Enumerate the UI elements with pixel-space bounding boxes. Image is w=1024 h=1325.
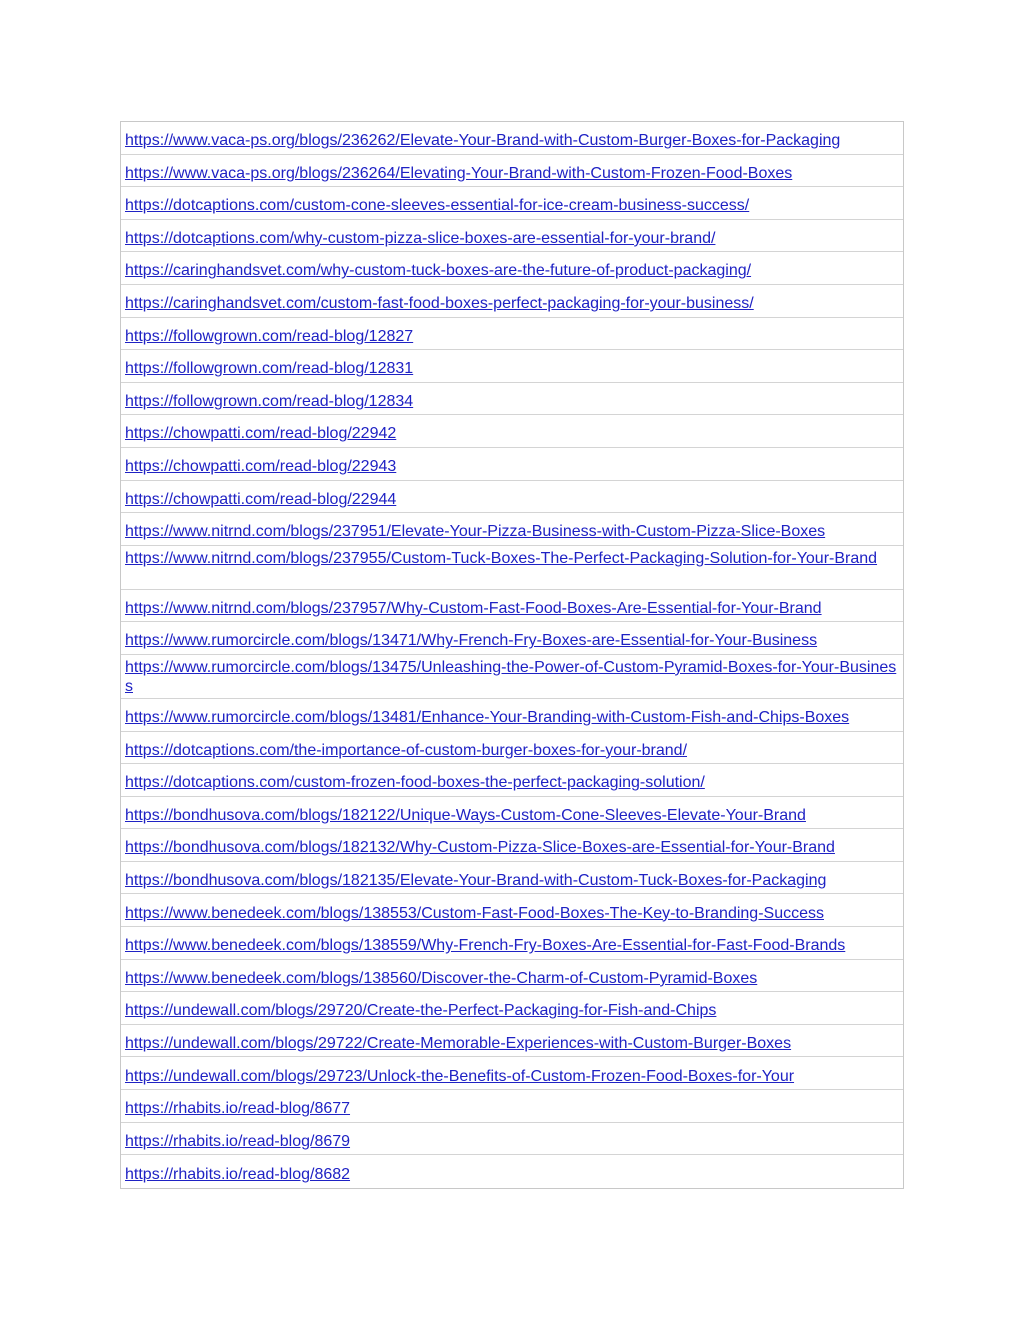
link-url[interactable]: https://rhabits.io/read-blog/8679: [125, 1132, 351, 1150]
table-row: [121, 732, 903, 765]
link-url[interactable]: https://bondhusova.com/blogs/182135/Elevate-Your-Brand-with-Custom-Tuck-Boxes-for-Packaging: [125, 871, 827, 889]
link-url[interactable]: https://dotcaptions.com/custom-cone-sleeves-essential-for-ice-cream-business-success/: [125, 197, 750, 215]
table-row: [121, 1025, 903, 1058]
link-url[interactable]: https://dotcaptions.com/why-custom-pizza-slice-boxes-are-essential-for-your-brand/: [125, 229, 716, 247]
link-url[interactable]: https://www.vaca-ps.org/blogs/236264/Elevating-Your-Brand-with-Custom-Frozen-Food-Boxes: [125, 164, 793, 182]
link-url[interactable]: https://www.nitrnd.com/blogs/237955/Custom-Tuck-Boxes-The-Perfect-Packaging-Solution-for-Your-Brand: [125, 549, 878, 567]
table-row: [121, 797, 903, 830]
link-url[interactable]: https://rhabits.io/read-blog/8682: [125, 1166, 351, 1184]
table-row: [121, 992, 903, 1025]
link-url[interactable]: https://www.benedeek.com/blogs/138559/Why-French-Fry-Boxes-Are-Essential-for-Fast-Food-Brands: [125, 937, 846, 955]
link-url[interactable]: https://undewall.com/blogs/29722/Create-Memorable-Experiences-with-Custom-Burger-Boxes: [125, 1034, 792, 1052]
link-url[interactable]: https://www.vaca-ps.org/blogs/236262/Elevate-Your-Brand-with-Custom-Burger-Boxes-for-Packaging: [125, 132, 841, 150]
table-row: [121, 1155, 903, 1188]
link-url[interactable]: https://followgrown.com/read-blog/12831: [125, 360, 414, 378]
link-url[interactable]: https://dotcaptions.com/custom-frozen-food-boxes-the-perfect-packaging-solution/: [125, 774, 705, 792]
link-url[interactable]: https://www.nitrnd.com/blogs/237951/Elevate-Your-Pizza-Business-with-Custom-Pizza-Slice-Boxes: [125, 523, 826, 541]
table-row: [121, 448, 903, 481]
table-row: [121, 383, 903, 416]
table-row: [121, 122, 903, 155]
table-row: [121, 318, 903, 351]
table-row: [121, 1090, 903, 1123]
link-url[interactable]: https://www.benedeek.com/blogs/138560/Discover-the-Charm-of-Custom-Pyramid-Boxes: [125, 969, 758, 987]
table-row: [121, 187, 903, 220]
table-row: [121, 415, 903, 448]
link-url[interactable]: https://caringhandsvet.com/custom-fast-food-boxes-perfect-packaging-for-your-business/: [125, 295, 754, 313]
link-url[interactable]: https://www.benedeek.com/blogs/138553/Custom-Fast-Food-Boxes-The-Key-to-Branding-Success: [125, 904, 824, 922]
link-url[interactable]: https://followgrown.com/read-blog/12834: [125, 392, 414, 410]
table-row: [121, 622, 903, 655]
link-url[interactable]: https://followgrown.com/read-blog/12827: [125, 327, 414, 345]
table-row: [121, 513, 903, 546]
table-row: [121, 655, 903, 699]
table-row: [121, 960, 903, 993]
table-row: [121, 350, 903, 383]
table-row: [121, 481, 903, 514]
link-url[interactable]: https://chowpatti.com/read-blog/22944: [125, 490, 397, 508]
table-row: [121, 285, 903, 318]
link-url[interactable]: https://undewall.com/blogs/29720/Create-the-Perfect-Packaging-for-Fish-and-Chips: [125, 1002, 717, 1020]
link-url[interactable]: https://www.rumorcircle.com/blogs/13471/Why-French-Fry-Boxes-are-Essential-for-Your-Business: [125, 632, 818, 650]
table-row: [121, 155, 903, 188]
link-url[interactable]: https://caringhandsvet.com/why-custom-tuck-boxes-are-the-future-of-product-packaging/: [125, 262, 752, 280]
table-row: [121, 894, 903, 927]
link-url[interactable]: https://chowpatti.com/read-blog/22942: [125, 425, 397, 443]
table-row: [121, 546, 903, 590]
table-row: [121, 862, 903, 895]
link-url[interactable]: https://www.rumorcircle.com/blogs/13475/Unleashing-the-Power-of-Custom-Pyramid-Boxes-for-Your-Business: [125, 658, 897, 696]
link-url[interactable]: https://chowpatti.com/read-blog/22943: [125, 458, 397, 476]
table-row: [121, 764, 903, 797]
link-url[interactable]: https://bondhusova.com/blogs/182132/Why-Custom-Pizza-Slice-Boxes-are-Essential-for-Your-Brand: [125, 839, 835, 857]
link-url[interactable]: https://dotcaptions.com/the-importance-of-custom-burger-boxes-for-your-brand/: [125, 741, 688, 759]
table-row: [121, 829, 903, 862]
table-row: [121, 699, 903, 732]
link-url[interactable]: https://bondhusova.com/blogs/182122/Unique-Ways-Custom-Cone-Sleeves-Elevate-Your-Brand: [125, 806, 806, 824]
table-row: [121, 220, 903, 253]
link-table: [120, 121, 904, 1189]
table-row: [121, 590, 903, 623]
table-row: [121, 1057, 903, 1090]
link-url[interactable]: https://www.nitrnd.com/blogs/237957/Why-Custom-Fast-Food-Boxes-Are-Essential-for-Your-Brand: [125, 599, 822, 617]
link-url[interactable]: https://undewall.com/blogs/29723/Unlock-the-Benefits-of-Custom-Frozen-Food-Boxes-for-Your: [125, 1067, 795, 1085]
link-url[interactable]: https://rhabits.io/read-blog/8677: [125, 1100, 351, 1118]
link-url[interactable]: https://www.rumorcircle.com/blogs/13481/Enhance-Your-Branding-with-Custom-Fish-and-Chips-Boxes: [125, 709, 850, 726]
table-row: [121, 1123, 903, 1156]
table-row: [121, 927, 903, 960]
table-row: [121, 252, 903, 285]
